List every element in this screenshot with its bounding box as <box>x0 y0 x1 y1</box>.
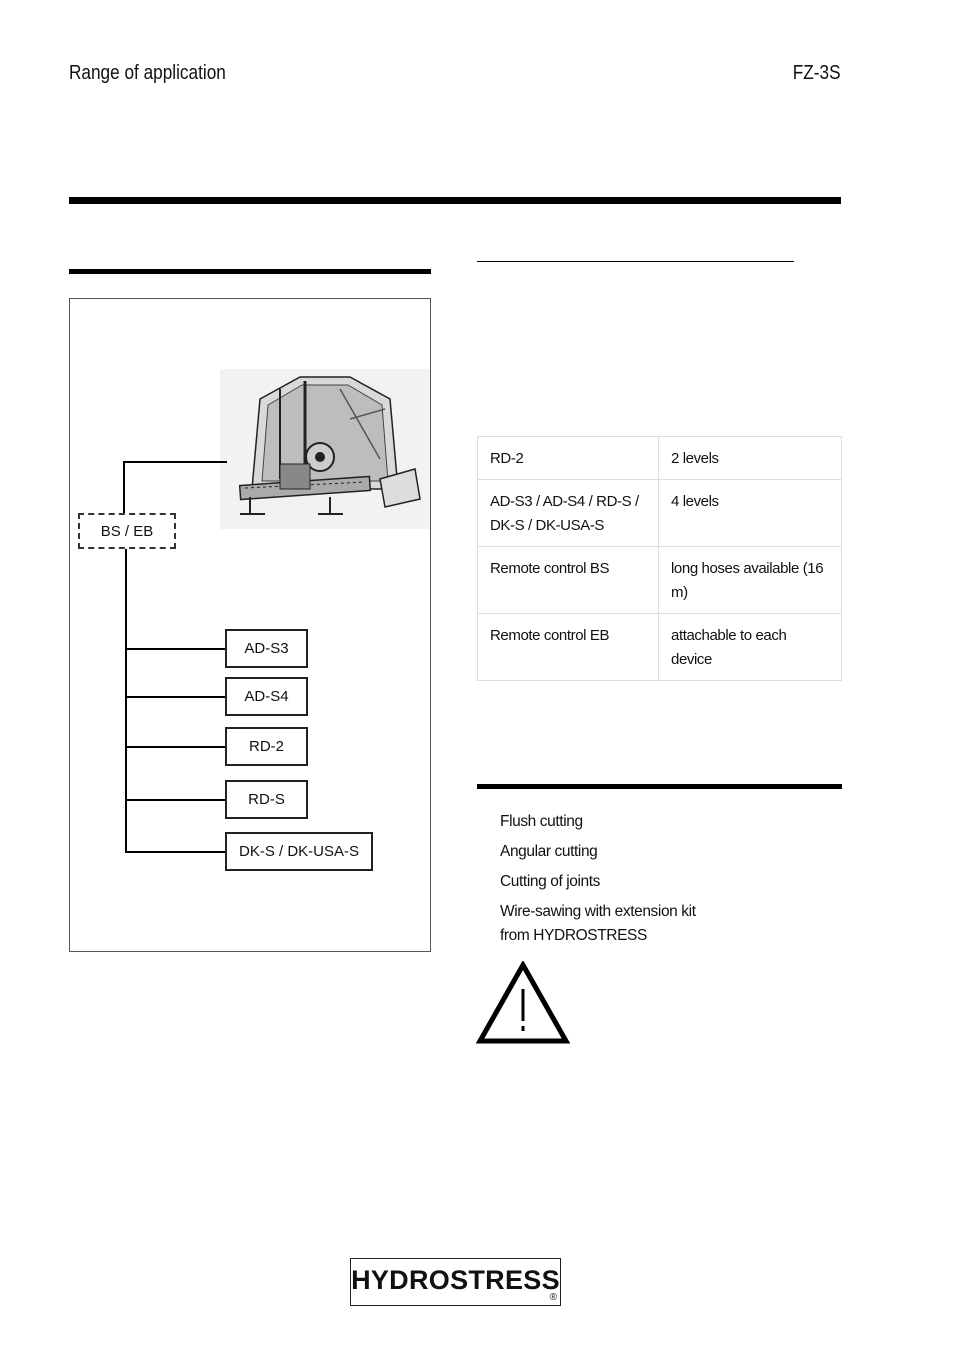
list-item: Angular cutting <box>500 843 598 860</box>
table-cell-device: Remote control BS <box>478 547 659 614</box>
device-box-ad-s3: AD-S3 <box>225 629 308 668</box>
list-item: Flush cutting <box>500 813 583 830</box>
right-section-underline <box>477 261 794 262</box>
table-cell-value: attachable to each device <box>659 614 842 681</box>
table-row <box>478 547 842 614</box>
table-row <box>478 480 842 547</box>
list-item: Wire-sawing with extension kit from HYDROSTRESS <box>500 903 696 944</box>
left-section-rule <box>69 269 431 274</box>
table-cell-device: RD-2 <box>478 437 659 480</box>
connection-diagram <box>69 298 431 952</box>
registered-mark: ® <box>549 1292 557 1303</box>
top-rule <box>69 197 841 204</box>
logo-text: HYDROSTRESS <box>351 1265 560 1295</box>
table-row <box>478 614 842 681</box>
device-box-dk-s: DK-S / DK-USA-S <box>225 832 373 871</box>
device-box-ad-s4: AD-S4 <box>225 677 308 716</box>
table-cell-value: 4 levels <box>659 480 842 547</box>
device-box-rd-s: RD-S <box>225 780 308 819</box>
table-cell-value: long hoses available (16 m) <box>659 547 842 614</box>
applications-list <box>500 810 710 954</box>
hydrostress-logo <box>350 1258 561 1306</box>
table-cell-value: 2 levels <box>659 437 842 480</box>
control-levels-table <box>477 436 842 681</box>
warning-icon <box>476 961 570 1045</box>
applications-rule <box>477 784 842 789</box>
table-cell-device: Remote control EB <box>478 614 659 681</box>
device-box-rd-2: RD-2 <box>225 727 308 766</box>
model-name: FZ-3S <box>793 62 841 84</box>
table-row <box>478 437 842 480</box>
page-section-title: Range of application <box>69 62 226 84</box>
table-cell-device: AD-S3 / AD-S4 / RD-S / DK-S / DK-USA-S <box>478 480 659 547</box>
list-item: Cutting of joints <box>500 873 601 890</box>
remote-control-box: BS / EB <box>78 513 176 549</box>
